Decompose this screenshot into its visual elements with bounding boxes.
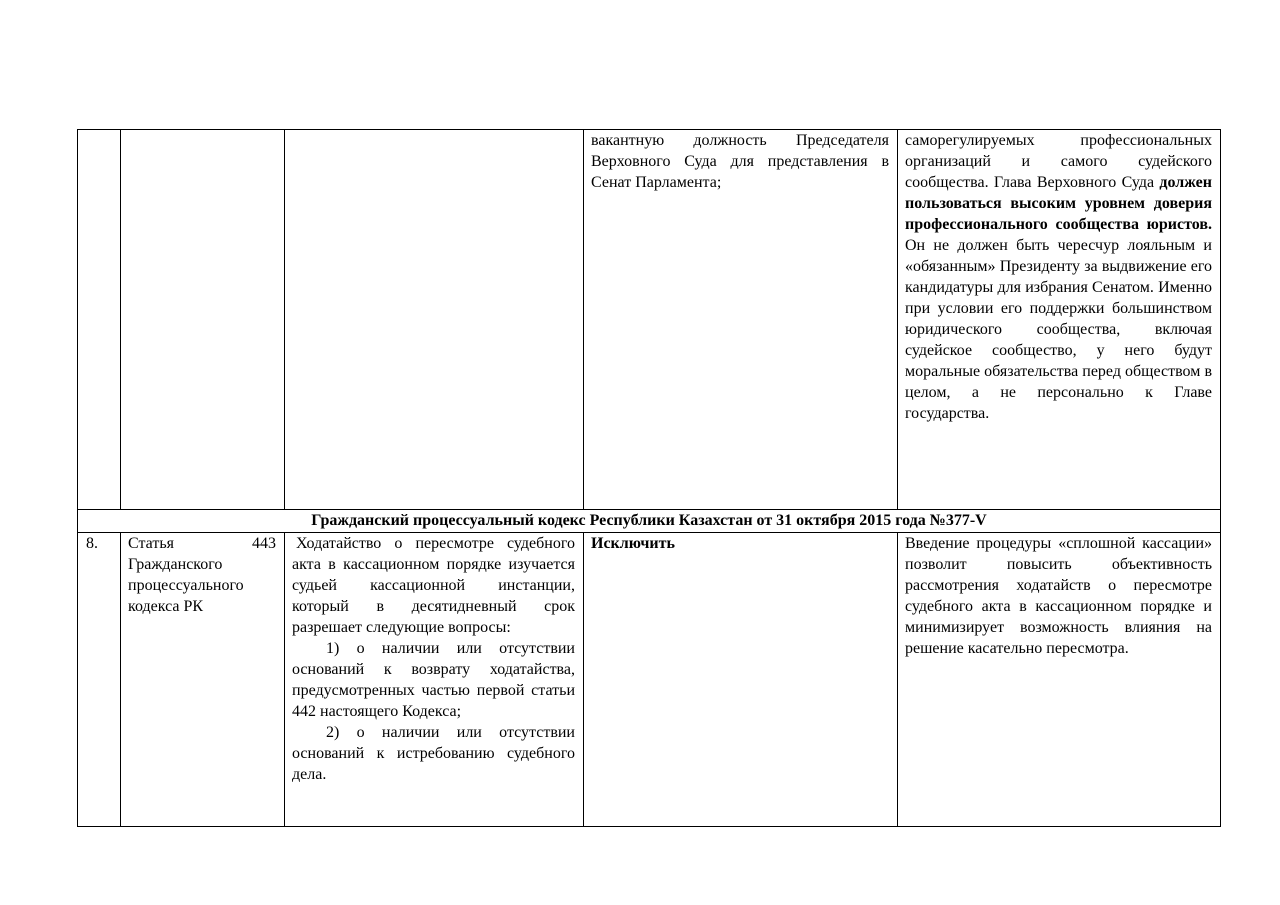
section-header: Гражданский процессуальный кодекс Республики Казахстан от 31 октября 2015 года №377-V xyxy=(78,510,1221,533)
justification-text-bold: должен пользоваться высоким уровнем доверия профессионального сообщества юристов. xyxy=(905,174,1212,233)
cell-current-empty xyxy=(285,130,584,510)
cell-article-empty xyxy=(121,130,285,510)
proposed-text-continued: вакантную должность Председателя Верховного Суда для представления в Сенат Парламента; xyxy=(591,132,889,191)
table-row-continued xyxy=(78,130,1221,510)
current-text-item-1: 1) о наличии или отсутствии оснований к возврату ходатайства, предусмотренных частью первой статьи 442 настоящего Кодекса; xyxy=(292,640,575,720)
current-text-paragraph: Ходатайство о пересмотре судебного акта в кассационном порядке изучается судьей кассационной инстанции, который в десятидневный срок разрешает следующие вопросы: xyxy=(292,535,575,636)
justification-text-start: саморегулируемых профессиональных организаций и самого судейского сообщества. Глава Верховного Суда xyxy=(905,132,1212,191)
justification-cell: Введение процедуры «сплошной кассации» позволит повысить объективность рассмотрения ходатайств о пересмотре судебного акта в кассационном порядке и минимизирует возможность влияния на решение касательно пересмотра. xyxy=(898,533,1221,827)
current-text-item-2: 2) о наличии или отсутствии оснований к истребованию судебного дела. xyxy=(292,724,575,783)
section-header-row xyxy=(78,510,1221,533)
document-table xyxy=(77,129,1221,827)
proposed-text: Исключить xyxy=(591,535,675,552)
cell-number-empty xyxy=(78,130,121,510)
table-row-8 xyxy=(78,533,1221,827)
article-reference: Статья 443 Гражданского процессуального кодекса РК xyxy=(121,533,285,827)
row-number: 8. xyxy=(78,533,121,827)
justification-text-end: Он не должен быть чересчур лояльным и «обязанным» Президенту за выдвижение его кандидатуры для избрания Сенатом. Именно при условии его поддержки большинством юридического сообщества, включая судейское сообщество, у него будут моральные обязательства перед обществом в целом, а не персонально к Главе государства. xyxy=(905,237,1212,422)
current-text-cell xyxy=(285,533,584,827)
cell-proposed-continued xyxy=(584,130,898,510)
cell-justification-continued xyxy=(898,130,1221,510)
proposed-text-cell xyxy=(584,533,898,827)
